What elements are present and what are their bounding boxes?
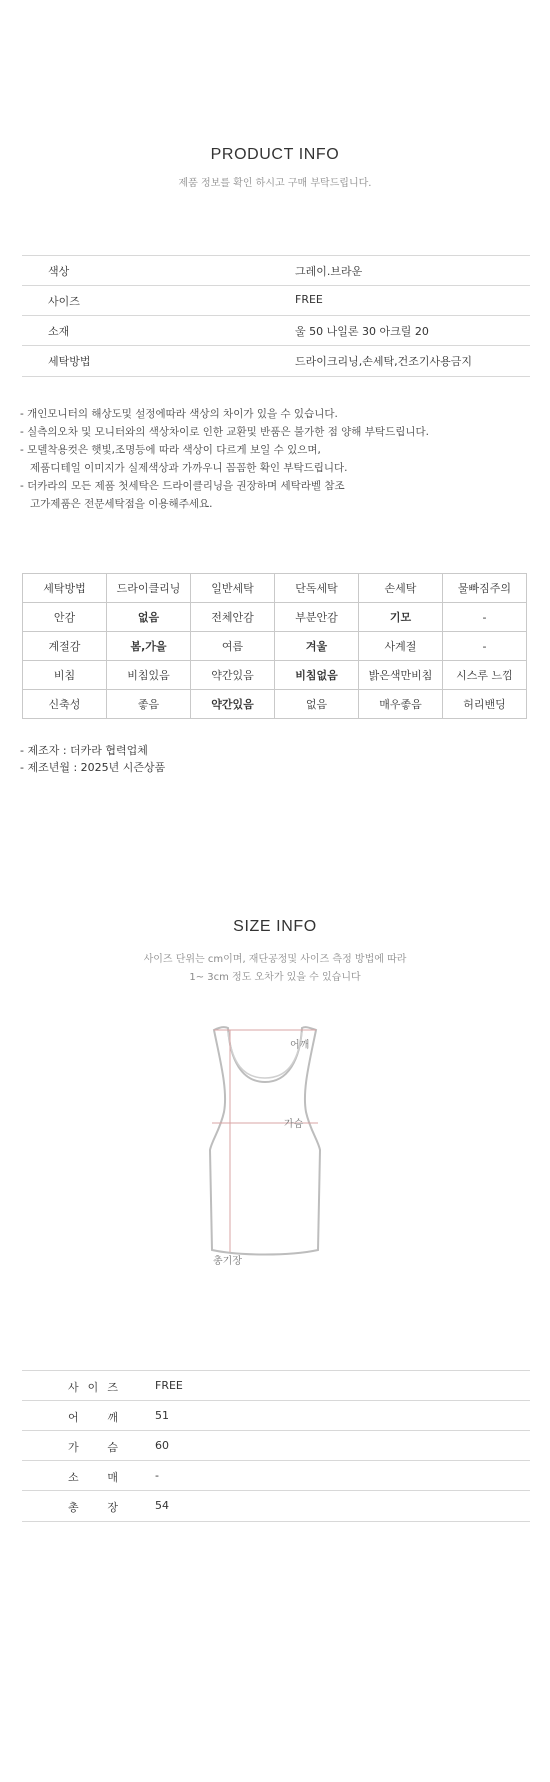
care-grid-cell: 기모 xyxy=(359,603,443,632)
care-grid-cell: 물빠짐주의 xyxy=(443,574,527,603)
size-value: - xyxy=(155,1469,159,1482)
care-grid-cell: 좋음 xyxy=(107,690,191,719)
size-label-char: 매 xyxy=(107,1471,118,1484)
info-value: FREE xyxy=(295,293,323,306)
size-row-sleeve xyxy=(22,1460,530,1491)
care-grid-cell: 일반세탁 xyxy=(191,574,275,603)
care-grid-header-cell: 세탁방법 xyxy=(23,574,107,603)
note-line: - 모델착용컷은 햇빛,조명등에 따라 색상이 다르게 보일 수 있으며, xyxy=(20,444,321,456)
care-grid-cell: 매우좋음 xyxy=(359,690,443,719)
care-grid-cell: 허리밴딩 xyxy=(443,690,527,719)
info-label: 사이즈 xyxy=(48,295,80,308)
size-value: 60 xyxy=(155,1439,169,1452)
garment-outline xyxy=(210,1027,320,1254)
care-grid-header-cell: 비침 xyxy=(23,661,107,690)
size-row-chest xyxy=(22,1430,530,1461)
care-grid-row xyxy=(23,690,527,719)
care-grid-cell: 없음 xyxy=(107,603,191,632)
care-grid-cell: 단독세탁 xyxy=(275,574,359,603)
size-label-char: 장 xyxy=(107,1501,118,1514)
size-label xyxy=(68,1409,118,1425)
care-grid xyxy=(22,573,527,719)
info-row-size xyxy=(22,285,530,316)
care-grid-row xyxy=(23,603,527,632)
care-grid-cell: 여름 xyxy=(191,632,275,661)
size-info-title: SIZE INFO xyxy=(233,918,317,935)
care-grid-cell: 밝은색만비침 xyxy=(359,661,443,690)
care-grid-header-cell: 계절감 xyxy=(23,632,107,661)
care-grid-row xyxy=(23,632,527,661)
care-grid-cell: 봄,가을 xyxy=(107,632,191,661)
info-row-material xyxy=(22,315,530,346)
note-line: - 더카라의 모든 제품 첫세탁은 드라이클리닝을 권장하며 세탁라벨 참조 xyxy=(20,480,345,492)
care-grid-cell: 약간있음 xyxy=(191,690,275,719)
size-info-subtitle-1: 사이즈 단위는 cm이며, 재단공정및 사이즈 측정 방법에 따라 xyxy=(143,954,407,965)
note-line: - 개인모니터의 해상도및 설정에따라 색상의 차이가 있을 수 있습니다. xyxy=(20,408,338,420)
size-row-length xyxy=(22,1490,530,1522)
size-value: 51 xyxy=(155,1409,169,1422)
size-label-char: 이 xyxy=(87,1381,99,1394)
size-label-char: 깨 xyxy=(107,1411,118,1424)
shoulder-label: 어깨 xyxy=(290,1040,310,1051)
size-value: FREE xyxy=(155,1379,183,1392)
size-label xyxy=(68,1379,118,1395)
care-grid-cell: 약간있음 xyxy=(191,661,275,690)
size-info-subtitle-2: 1~ 3cm 정도 오차가 있을 수 있습니다 xyxy=(189,972,361,983)
info-label: 세탁방법 xyxy=(48,355,91,368)
info-label: 소재 xyxy=(48,325,70,338)
info-row-color xyxy=(22,255,530,286)
size-label xyxy=(68,1439,118,1455)
info-value: 울 50 나일론 30 아크릴 20 xyxy=(295,325,429,338)
manufacture-date: - 제조년월 : 2025년 시즌상품 xyxy=(20,761,166,774)
size-row-size xyxy=(22,1370,530,1401)
length-label: 총기장 xyxy=(213,1256,242,1267)
size-label xyxy=(68,1499,118,1515)
note-line: - 실측의오차 및 모니터와의 색상차이로 인한 교환및 반품은 불가한 점 양해 부탁드립니다. xyxy=(20,426,429,438)
care-grid-cell: - xyxy=(443,603,527,632)
tank-top-diagram xyxy=(200,1020,330,1260)
size-label-char: 어 xyxy=(68,1411,79,1424)
care-grid-header-cell: 안감 xyxy=(23,603,107,632)
care-grid-cell: 전체안감 xyxy=(191,603,275,632)
size-row-shoulder xyxy=(22,1400,530,1431)
care-grid-cell: 비침있음 xyxy=(107,661,191,690)
info-label: 색상 xyxy=(48,265,70,278)
care-grid-header-cell: 신축성 xyxy=(23,690,107,719)
size-label-char: 사 xyxy=(68,1381,79,1394)
info-value: 그레이.브라운 xyxy=(295,265,363,278)
product-info-title: PRODUCT INFO xyxy=(210,146,340,163)
size-label-char: 슴 xyxy=(107,1441,118,1454)
care-grid-cell: 시스루 느낌 xyxy=(443,661,527,690)
care-grid-cell: 비침없음 xyxy=(275,661,359,690)
size-value: 54 xyxy=(155,1499,169,1512)
info-value: 드라이크리닝,손세탁,건조기사용금지 xyxy=(295,355,473,368)
care-grid-cell: 없음 xyxy=(275,690,359,719)
care-grid-cell: 부분안감 xyxy=(275,603,359,632)
size-label-char: 가 xyxy=(68,1441,79,1454)
care-grid-cell: - xyxy=(443,632,527,661)
info-row-washing xyxy=(22,345,530,377)
manufacturer: - 제조자 : 더카라 협력업체 xyxy=(20,744,148,757)
care-grid-cell: 드라이클리닝 xyxy=(107,574,191,603)
care-grid-cell: 겨울 xyxy=(275,632,359,661)
size-label xyxy=(68,1469,118,1485)
care-grid-cell: 손세탁 xyxy=(359,574,443,603)
care-grid-row xyxy=(23,574,527,603)
product-info-subtitle: 제품 정보를 확인 하시고 구매 부탁드립니다. xyxy=(178,178,372,189)
note-line: 제품디테일 이미지가 실제색상과 가까우니 꼼꼼한 확인 부탁드립니다. xyxy=(20,462,348,474)
note-line: 고가제품은 전문세탁점을 이용해주세요. xyxy=(20,498,213,510)
chest-label: 가슴 xyxy=(284,1119,304,1130)
care-grid-row xyxy=(23,661,527,690)
care-grid-cell: 사계절 xyxy=(359,632,443,661)
size-label-char: 소 xyxy=(68,1471,79,1484)
size-label-char: 총 xyxy=(68,1501,79,1514)
size-label-char: 즈 xyxy=(107,1381,118,1394)
